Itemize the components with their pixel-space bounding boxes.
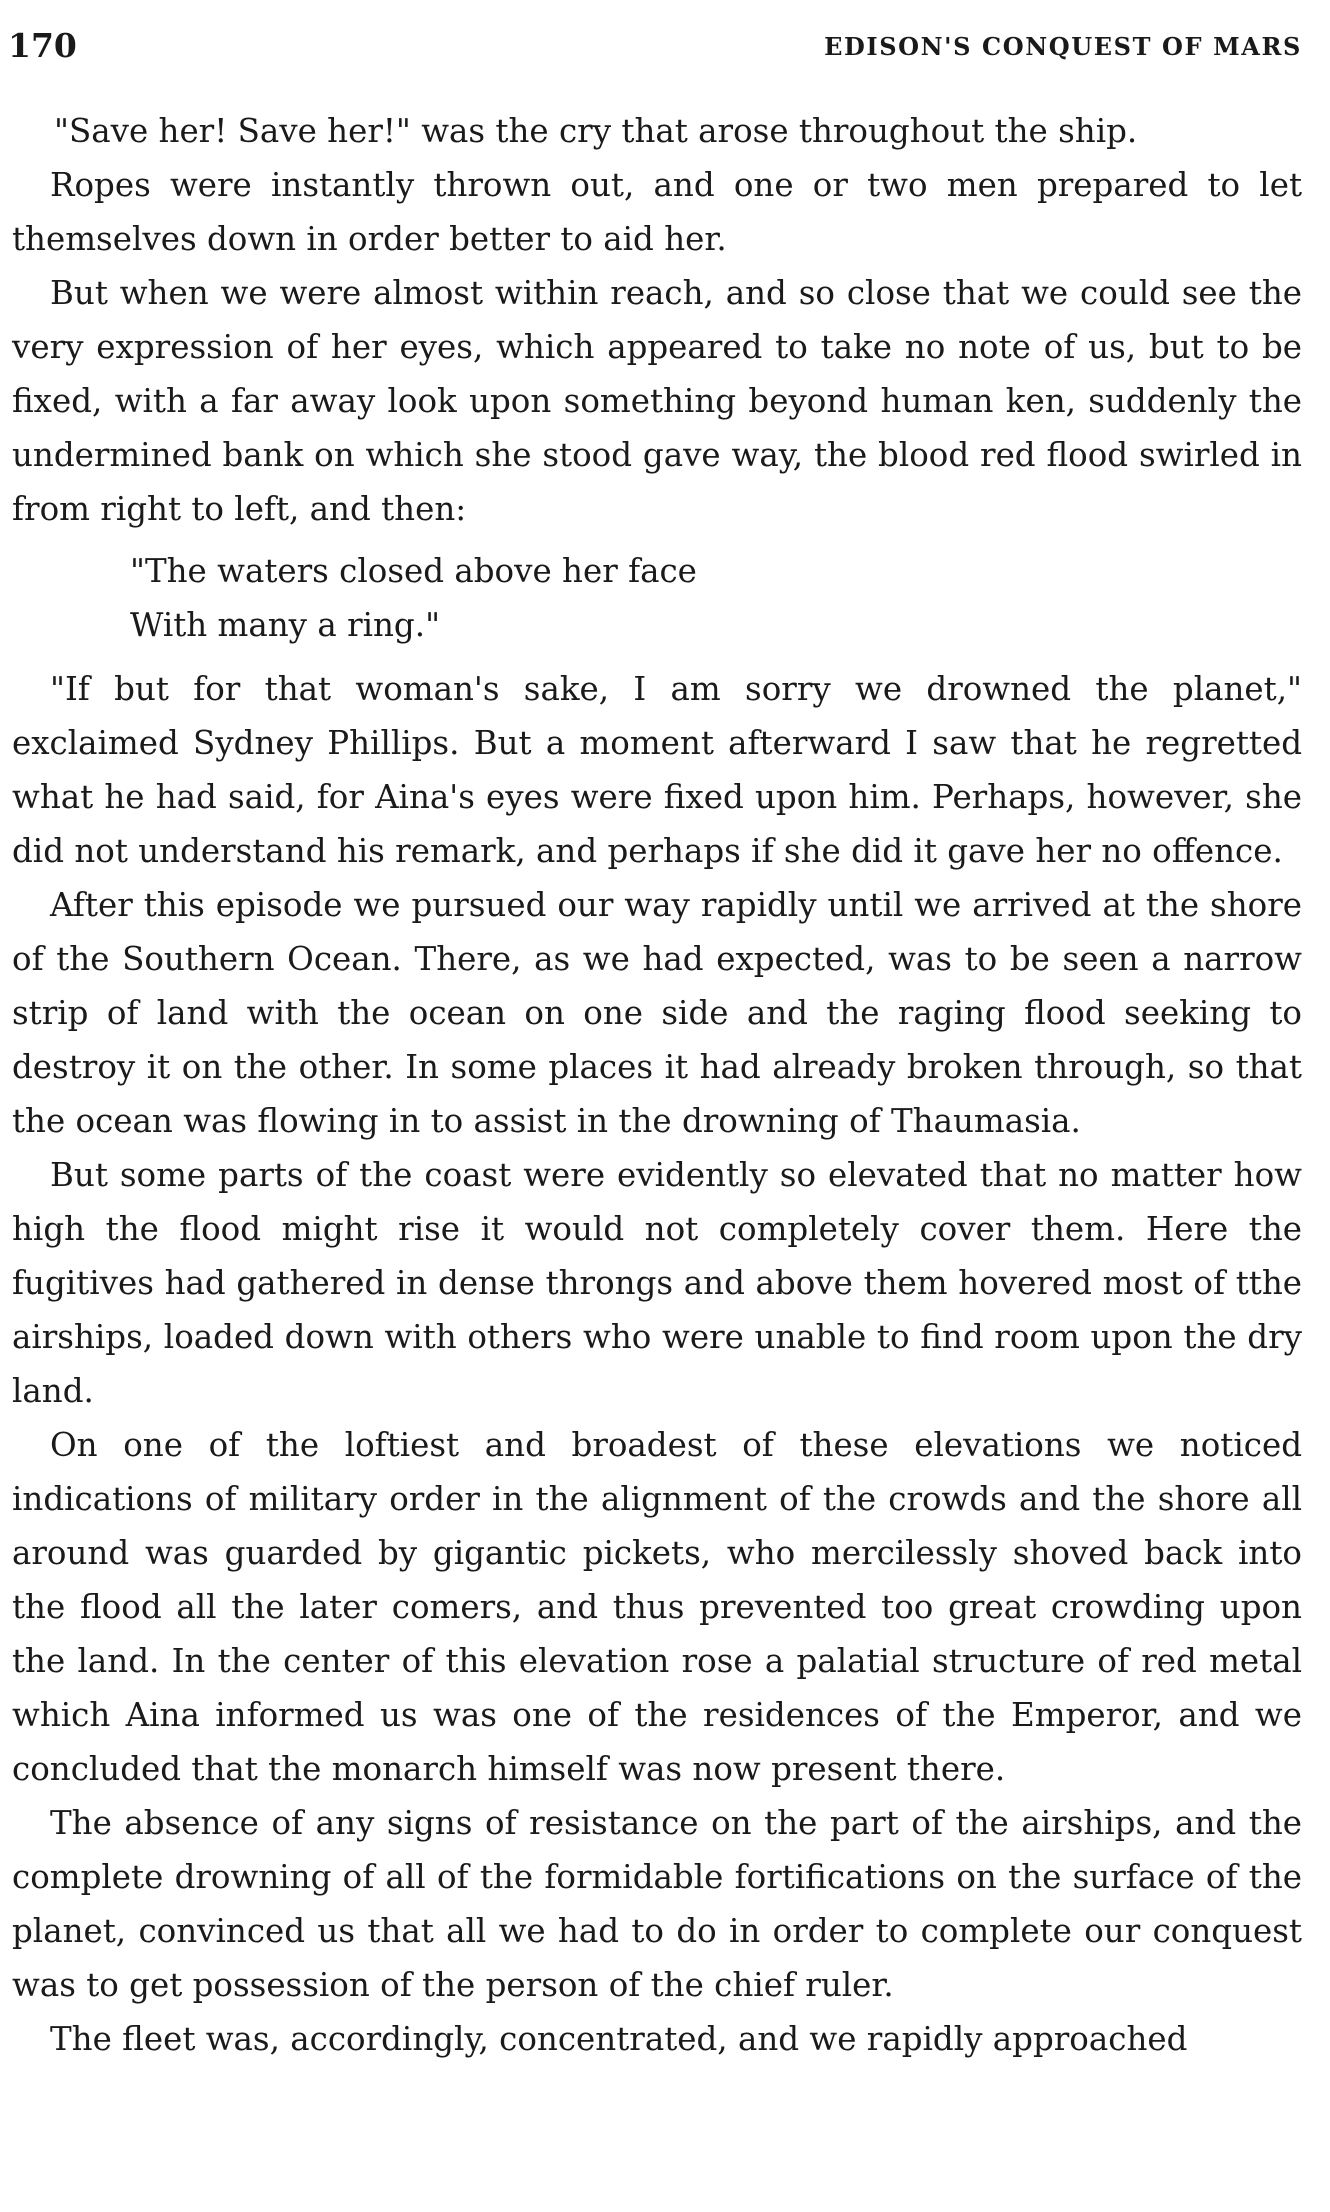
paragraph: Ropes were instantly thrown out, and one or two men prepared to let themselves down in order better to aid her.: [12, 166, 1302, 258]
paragraph: The fleet was, accordingly, concentrated, and we rapidly approached: [50, 2020, 1188, 2058]
paragraph: But some parts of the coast were evidently so elevated that no matter how high the flood might rise it would not completely cover them. Here the fugitives had gathered in dense throngs and above them hovered most of tthe airships, loaded down with others who were unable to find room upon the dry land.: [12, 1156, 1302, 1410]
paragraph: "If but for that woman's sake, I am sorry we drowned the planet," exclaimed Sydney Phillips. But a moment afterward I saw that he regretted what he had said, for Aina's eyes were fixed upon him. Perhaps, however, she did not understand his remark, and perhaps if she did it gave her no offence.: [12, 670, 1302, 870]
verse-quote: [12, 536, 1302, 662]
page-header: [8, 26, 1302, 66]
page-number: 170: [8, 26, 77, 65]
paragraph: The absence of any signs of resistance on the part of the airships, and the complete drowning of all of the formidable fortifications on the surface of the planet, convinced us that all we had to do in order to complete our conquest was to get possession of the person of the chief ruler.: [12, 1804, 1302, 2004]
paragraph: On one of the loftiest and broadest of these elevations we noticed indications of military order in the alignment of the crowds and the shore all around was guarded by gigantic pickets, who mercilessly shoved back into the flood all the later comers, and thus prevented too great crowding upon the land. In the center of this elevation rose a palatial structure of red metal which Aina informed us was one of the residences of the Emperor, and we concluded that the monarch himself was now present there.: [12, 1426, 1302, 1788]
paragraph: "Save her! Save her!" was the cry that arose throughout the ship.: [54, 112, 1138, 150]
paragraph: But when we were almost within reach, and so close that we could see the very expression of her eyes, which appeared to take no note of us, but to be fixed, with a far away look upon something beyond human ken, suddenly the undermined bank on which she stood gave way, the blood red flood swirled in from right to left, and then:: [12, 274, 1302, 528]
verse-line: With many a ring.": [130, 606, 441, 644]
verse-line: "The waters closed above her face: [130, 552, 697, 590]
page-body: [12, 104, 1302, 2066]
running-head: EDISON'S CONQUEST OF MARS: [824, 32, 1302, 61]
paragraph: After this episode we pursued our way rapidly until we arrived at the shore of the Southern Ocean. There, as we had expected, was to be seen a narrow strip of land with the ocean on one side and the raging flood seeking to destroy it on the other. In some places it had already broken through, so that the ocean was flowing in to assist in the drowning of Thaumasia.: [12, 886, 1302, 1140]
